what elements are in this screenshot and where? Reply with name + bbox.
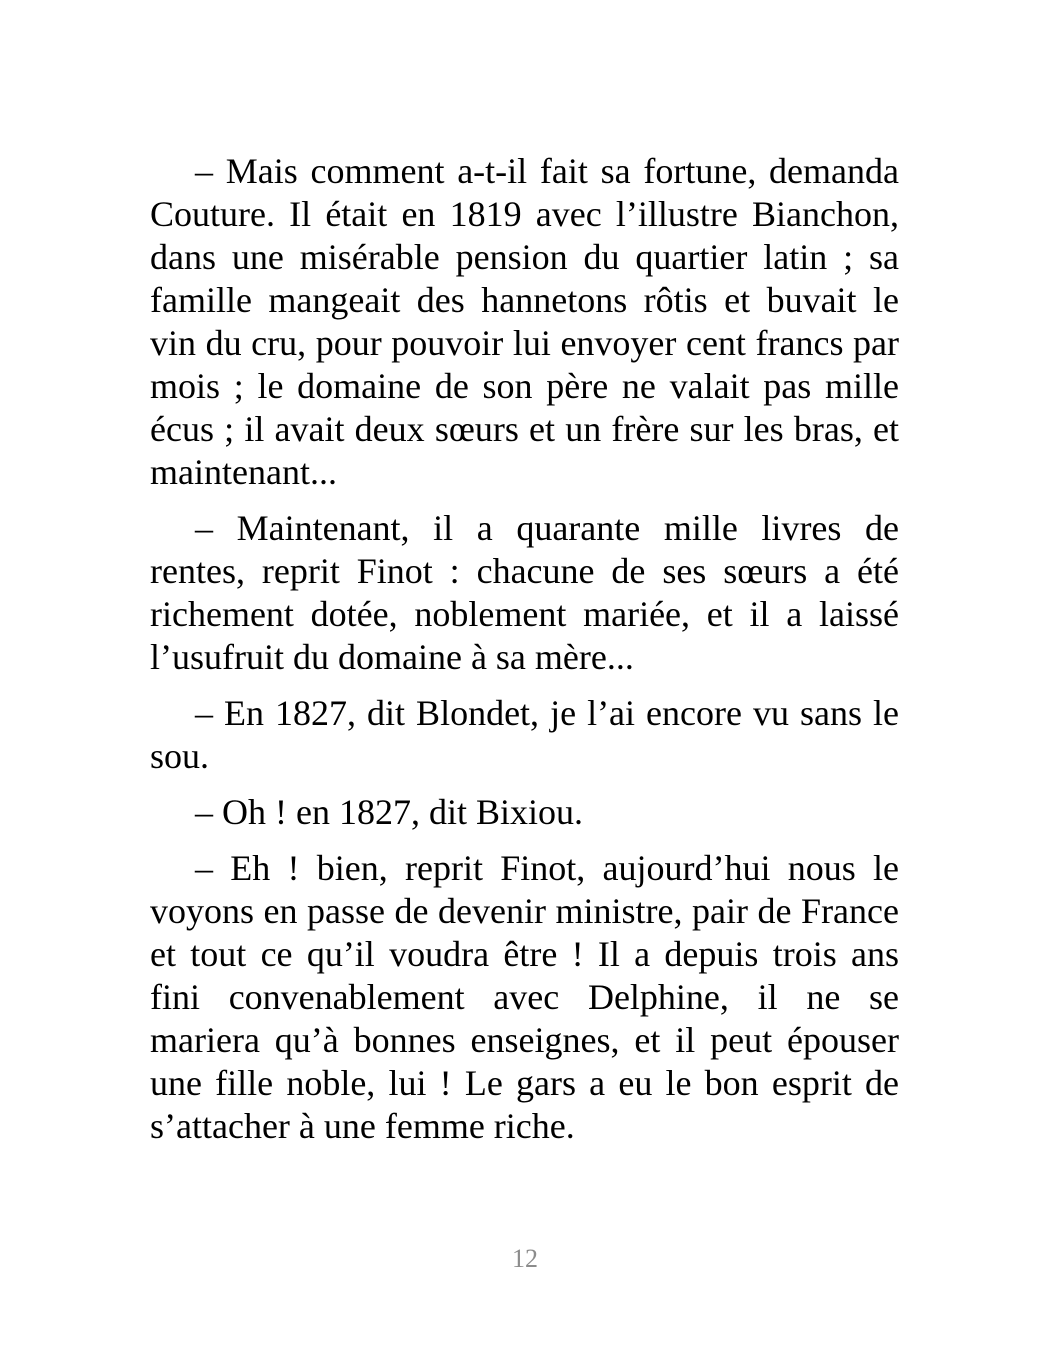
paragraph-1: – Mais comment a-t-il fait sa fortune, demanda Couture. Il était en 1819 avec l’illustre Bianchon, dans une misérable pension du quartier latin ; sa famille mangeait des hannetons rôtis et buvait le vin du cru, pour pouvoir lui envoyer cent francs par mois ; le domaine de son père ne valait pas mille écus ; il avait deux sœurs et un frère sur les bras, et maintenant... <box>150 151 899 492</box>
paragraph-5: – Eh ! bien, reprit Finot, aujourd’hui nous le voyons en passe de devenir ministre, pair de France et tout ce qu’il voudra être ! Il a depuis trois ans fini convenablement avec Delphine, il ne se mariera qu’à bonnes enseignes, et il peut épouser une fille noble, lui ! Le gars a eu le bon esprit de s’attacher à une femme riche. <box>150 848 899 1146</box>
page-number: 12 <box>512 1244 538 1273</box>
paragraph-4: – Oh ! en 1827, dit Bixiou. <box>195 792 583 832</box>
page-text <box>150 150 899 1161</box>
paragraph-3: – En 1827, dit Blondet, je l’ai encore vu sans le sou. <box>150 693 899 776</box>
paragraph-2: – Maintenant, il a quarante mille livres de rentes, reprit Finot : chacune de ses sœurs a été richement dotée, noblement mariée, et il a laissé l’usufruit du domaine à sa mère... <box>150 508 899 677</box>
